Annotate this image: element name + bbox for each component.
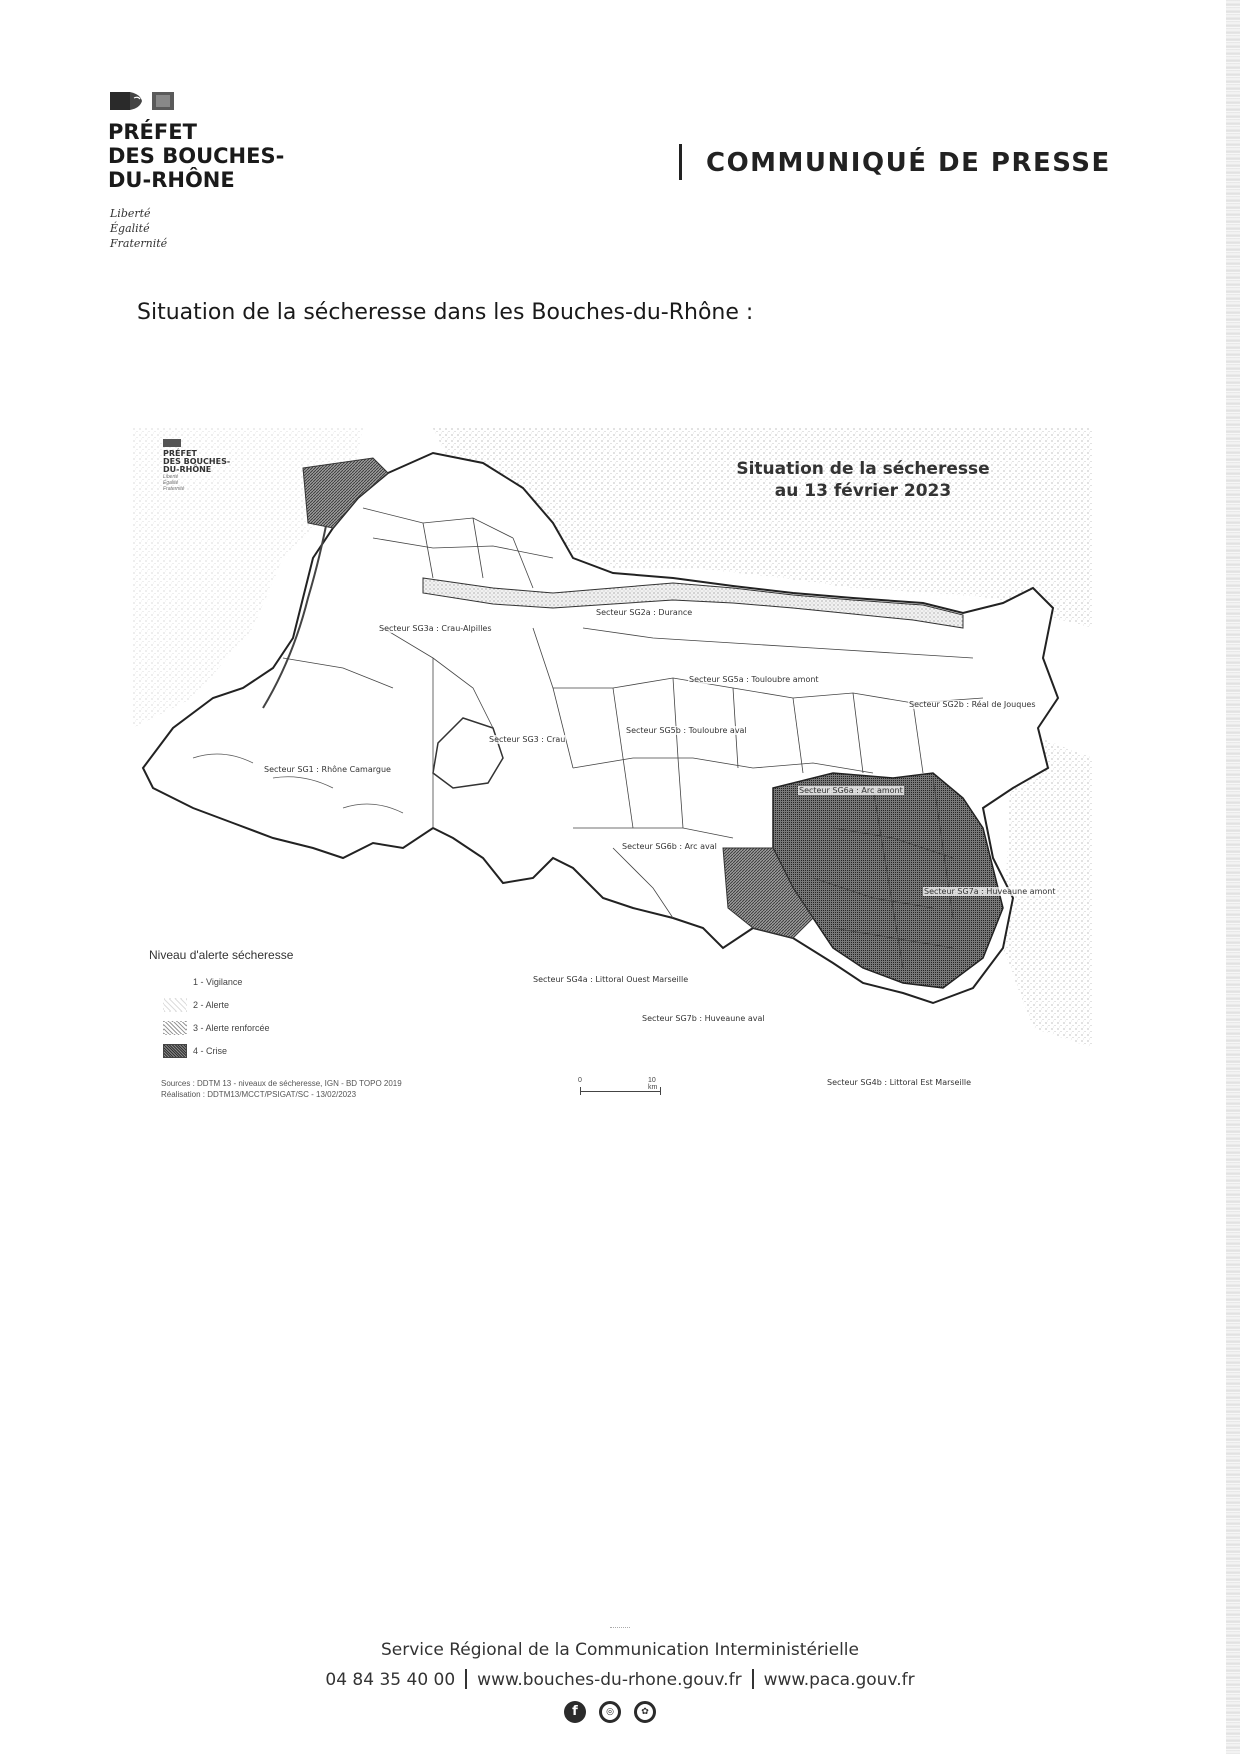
- sector-label-sg1: Secteur SG1 : Rhône Camargue: [264, 765, 391, 774]
- map-logo-line-1: PRÉFET: [163, 449, 197, 458]
- sector-label-sg3a: Secteur SG3a : Crau-Alpilles: [379, 624, 492, 633]
- map-sources-line-1: Sources : DDTM 13 - niveaux de sécheresse, IGN - BD TOPO 2019: [161, 1079, 402, 1088]
- sector-label-sg4b: Secteur SG4b : Littoral Est Marseille: [827, 1078, 972, 1087]
- prefect-line-3: DU-RHÔNE: [108, 168, 235, 192]
- prefect-line-1: PRÉFET: [108, 120, 197, 144]
- sector-label-sg5b: Secteur SG5b : Touloubre aval: [626, 726, 747, 735]
- sector-label-sg2b: Secteur SG2b : Réal de Jouques: [909, 700, 1036, 709]
- footer-website-paca[interactable]: www.paca.gouv.fr: [763, 1670, 915, 1690]
- legend-label-alerte-renforcee: 3 - Alerte renforcée: [193, 1022, 270, 1033]
- map-logo-motto-3: Fraternité: [163, 486, 185, 492]
- sector-label-sg5a: Secteur SG5a : Touloubre amont: [689, 675, 819, 684]
- map-logo-motto-1: Liberté: [163, 474, 179, 480]
- motto-fraternite: Fraternité: [110, 237, 168, 250]
- scan-edge-noise: [1226, 0, 1240, 1754]
- sector-label-sg3: Secteur SG3 : Crau: [489, 735, 566, 744]
- map-logo: [163, 439, 253, 492]
- motto-liberte: Liberté: [110, 207, 151, 220]
- facebook-icon[interactable]: f: [564, 1701, 586, 1723]
- doc-type-title: COMMUNIQUÉ DE PRESSE: [706, 148, 1111, 178]
- map-sources-line-2: Réalisation : DDTM13/MCCT/PSIGAT/SC - 13/02/2023: [161, 1090, 357, 1099]
- scale-label-start: 0: [578, 1077, 582, 1084]
- linkedin-icon[interactable]: ✿: [634, 1701, 656, 1723]
- sector-label-sg6a: Secteur SG6a : Arc amont: [799, 786, 903, 795]
- instagram-icon[interactable]: ◎: [599, 1701, 621, 1723]
- footer-website-prefecture[interactable]: www.bouches-du-rhone.gouv.fr: [477, 1670, 742, 1690]
- legend-swatch-vigilance: [163, 975, 187, 989]
- crisis-zone: [773, 773, 1003, 988]
- legend-title: Niveau d'alerte sécheresse: [149, 948, 294, 962]
- map-legend: [149, 948, 389, 1062]
- scale-tick-start: [580, 1087, 581, 1095]
- map-title: [703, 458, 1023, 502]
- legend-item-alerte: [149, 993, 389, 1016]
- sector-label-sg6b: Secteur SG6b : Arc aval: [622, 842, 717, 851]
- footer-contact: [0, 1669, 1240, 1690]
- footer-phone: 04 84 35 40 00: [325, 1670, 456, 1690]
- scale-bar: [578, 1077, 662, 1097]
- legend-label-crise: 4 - Crise: [193, 1045, 228, 1056]
- footer-divider-1: [465, 1669, 467, 1689]
- motto-egalite: Égalité: [110, 222, 150, 235]
- map-title-line-1: Situation de la sécheresse: [736, 459, 990, 479]
- sector-label-sg7a: Secteur SG7a : Huveaune amont: [924, 887, 1056, 896]
- map-title-line-2: au 13 février 2023: [774, 481, 952, 501]
- legend-item-alerte-renforcee: [149, 1016, 389, 1039]
- legend-label-alerte: 2 - Alerte: [193, 999, 230, 1010]
- marianne-logo-icon: [110, 90, 176, 112]
- republic-motto: [110, 206, 230, 251]
- map-logo-line-3: DU-RHÔNE: [163, 465, 212, 474]
- footer-divider-2: [752, 1669, 754, 1689]
- prefect-name: [108, 120, 348, 192]
- doc-type-divider: [679, 144, 682, 180]
- legend-swatch-alerte: [163, 998, 187, 1012]
- footer-separator: [610, 1627, 630, 1630]
- headline: Situation de la sécheresse dans les Bouches-du-Rhône :: [137, 300, 754, 325]
- legend-swatch-crise: [163, 1044, 187, 1058]
- map-logo-motto-2: Égalité: [163, 480, 179, 486]
- legend-label-vigilance: 1 - Vigilance: [193, 976, 243, 987]
- footer-service: Service Régional de la Communication Interministérielle: [380, 1640, 859, 1660]
- map-logo-line-2: DES BOUCHES-: [163, 457, 231, 466]
- scale-label-end: 10 km: [648, 1077, 658, 1091]
- legend-swatch-alerte-renforcee: [163, 1021, 187, 1035]
- legend-item-vigilance: [149, 970, 389, 993]
- scale-bar-line: [580, 1091, 660, 1092]
- social-links: [564, 1701, 656, 1723]
- sector-label-sg2a: Secteur SG2a : Durance: [596, 608, 693, 617]
- sector-label-sg4a: Secteur SG4a : Littoral Ouest Marseille: [533, 975, 689, 984]
- map-sources: [161, 1078, 402, 1100]
- legend-item-crise: [149, 1039, 389, 1062]
- sector-label-sg7b: Secteur SG7b : Huveaune aval: [642, 1014, 765, 1023]
- prefect-line-2: DES BOUCHES-: [108, 144, 285, 168]
- drought-map: [133, 428, 1093, 1118]
- map-marianne-icon: [163, 439, 181, 447]
